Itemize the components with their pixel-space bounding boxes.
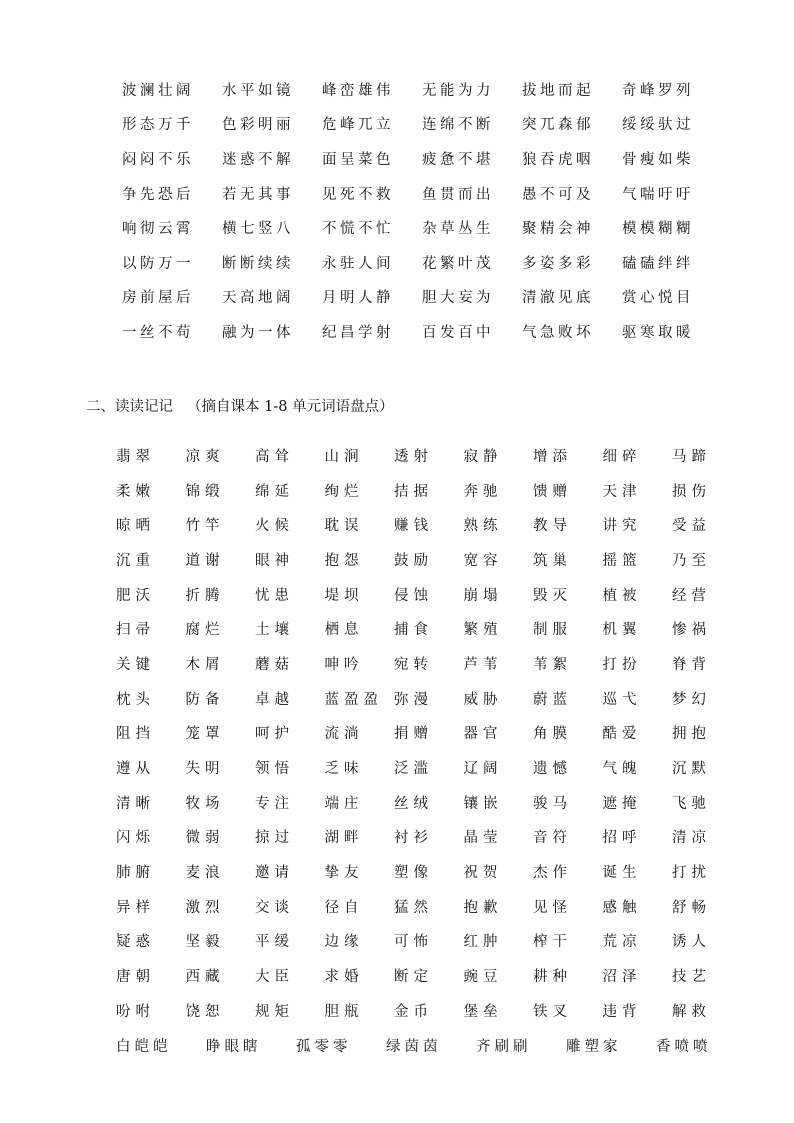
- word: 骏马: [533, 795, 572, 812]
- idiom-row: [122, 280, 722, 315]
- word: 柔嫩: [116, 483, 155, 500]
- word: 捐赠: [394, 726, 433, 743]
- idiom: 波澜壮阔: [122, 82, 194, 99]
- word: 掠过: [255, 830, 294, 847]
- idiom: 突兀森郁: [522, 117, 594, 134]
- word: 损伤: [672, 483, 711, 500]
- word: 酷爱: [602, 726, 642, 743]
- word: 铁叉: [533, 1003, 572, 1020]
- word-row: [116, 577, 756, 612]
- word: 折腾: [185, 587, 225, 604]
- idiom: 杂草丛生: [422, 221, 494, 238]
- word: 宛转: [394, 656, 433, 673]
- idiom: 若无其事: [222, 186, 294, 203]
- word: 器官: [463, 726, 503, 743]
- word: 机翼: [602, 622, 642, 639]
- idiom: 胆大妄为: [422, 290, 494, 307]
- word: 邀请: [255, 865, 294, 882]
- idiom: 断断续续: [222, 255, 294, 272]
- word: 熟练: [463, 518, 503, 535]
- idiom: 磕磕绊绊: [622, 255, 694, 272]
- word: 毁灭: [533, 587, 572, 604]
- word: 领悟: [255, 761, 294, 778]
- word: 弥漫: [394, 691, 433, 708]
- idiom: 愚不可及: [522, 186, 594, 203]
- word: 拥抱: [672, 726, 711, 743]
- idiom-row: [122, 245, 722, 280]
- word: 遵从: [116, 761, 155, 778]
- word: 齐刷刷: [476, 1038, 532, 1055]
- idiom: 融为一体: [222, 324, 294, 341]
- idiom-row: [122, 107, 722, 142]
- word-row: [116, 958, 756, 993]
- word: 边缘: [324, 934, 364, 951]
- word: 沉默: [672, 761, 711, 778]
- word: 宽容: [463, 552, 503, 569]
- word: 孤零零: [296, 1038, 352, 1055]
- word: 蔚蓝: [533, 691, 572, 708]
- idiom: 面呈菜色: [322, 151, 394, 168]
- idiom: 横七竖八: [222, 221, 294, 238]
- word: 求婚: [324, 969, 364, 986]
- idiom-row: [122, 141, 722, 176]
- word: 遮掩: [602, 795, 642, 812]
- word: 绚烂: [324, 483, 364, 500]
- idiom: 百发百中: [422, 324, 494, 341]
- word: 凉爽: [185, 448, 225, 465]
- word: 荒凉: [602, 934, 642, 951]
- word: 挚友: [324, 865, 364, 882]
- word: 摇篮: [602, 552, 642, 569]
- idiom: 水平如镜: [222, 82, 294, 99]
- word: 饶恕: [185, 1003, 225, 1020]
- word: 西藏: [185, 969, 225, 986]
- section-heading: [86, 395, 394, 416]
- word-row: [116, 993, 756, 1028]
- idiom: 响彻云霄: [122, 221, 194, 238]
- word: 晶莹: [463, 830, 503, 847]
- word: 打扮: [602, 656, 642, 673]
- word: 雕塑家: [566, 1038, 622, 1055]
- word: 奔驰: [463, 483, 503, 500]
- idiom: 峰峦雄伟: [322, 82, 394, 99]
- word: 闪烁: [116, 830, 155, 847]
- idiom-grid: [122, 72, 722, 349]
- word: 交谈: [255, 899, 294, 916]
- word: 枕头: [116, 691, 155, 708]
- word: 关键: [116, 656, 155, 673]
- word: 辽阔: [463, 761, 503, 778]
- word: 火候: [255, 518, 294, 535]
- word: 猛然: [394, 899, 433, 916]
- idiom: 天高地阔: [222, 290, 294, 307]
- word: 失明: [185, 761, 225, 778]
- word-row: [116, 542, 756, 577]
- word-row: [116, 820, 756, 855]
- word: 制服: [533, 622, 572, 639]
- word: 睁眼瞎: [206, 1038, 262, 1055]
- idiom-row: [122, 210, 722, 245]
- word: 经营: [672, 587, 711, 604]
- word: 山涧: [324, 448, 364, 465]
- word: 断定: [394, 969, 433, 986]
- word: 红肿: [463, 934, 503, 951]
- idiom: 以防万一: [122, 255, 194, 272]
- word: 受益: [672, 518, 711, 535]
- word: 侵蚀: [394, 587, 433, 604]
- word-row: [116, 854, 756, 889]
- word: 坚毅: [185, 934, 225, 951]
- word: 香喷喷: [656, 1038, 712, 1055]
- word-row: [116, 924, 756, 959]
- word: 微弱: [185, 830, 225, 847]
- word: 筑巢: [533, 552, 572, 569]
- word: 技艺: [672, 969, 711, 986]
- word: 阻挡: [116, 726, 155, 743]
- word: 梦幻: [672, 691, 711, 708]
- word: 巡弋: [602, 691, 642, 708]
- word: 清晰: [116, 795, 155, 812]
- word: 乏味: [324, 761, 364, 778]
- word: 防备: [185, 691, 225, 708]
- word: 栖息: [324, 622, 364, 639]
- idiom-row: [122, 314, 722, 349]
- word: 专注: [255, 795, 294, 812]
- word: 锦缎: [185, 483, 225, 500]
- word-row: [116, 785, 756, 820]
- word: 招呼: [602, 830, 642, 847]
- word: 增添: [533, 448, 572, 465]
- word: 捕食: [394, 622, 433, 639]
- word: 激烈: [185, 899, 225, 916]
- idiom: 连绵不断: [422, 117, 494, 134]
- word-row-triples: [116, 1028, 756, 1063]
- word: 蘑菇: [255, 656, 294, 673]
- word: 耕种: [533, 969, 572, 986]
- word-row: [116, 716, 756, 751]
- word: 抱歉: [463, 899, 503, 916]
- idiom: 色彩明丽: [222, 117, 294, 134]
- idiom: 奇峰罗列: [622, 82, 694, 99]
- word: 竹竿: [185, 518, 225, 535]
- word: 植被: [602, 587, 642, 604]
- word: 径自: [324, 899, 364, 916]
- word: 绵延: [255, 483, 294, 500]
- word: 堤坝: [324, 587, 364, 604]
- word: 气魄: [602, 761, 642, 778]
- section-subtitle: （摘自课本 1-8 单元词语盘点）: [187, 399, 394, 415]
- word: 白皑皑: [116, 1038, 172, 1055]
- idiom: 闷闷不乐: [122, 151, 194, 168]
- word: 丝绒: [394, 795, 433, 812]
- word-row: [116, 750, 756, 785]
- idiom: 聚精会神: [522, 221, 594, 238]
- word: 耽误: [324, 518, 364, 535]
- word: 高耸: [255, 448, 294, 465]
- word-row: [116, 507, 756, 542]
- word: 绿茵茵: [386, 1038, 442, 1055]
- word: 忧患: [255, 587, 294, 604]
- idiom: 一丝不苟: [122, 324, 194, 341]
- word: 土壤: [255, 622, 294, 639]
- word: 晾晒: [116, 518, 155, 535]
- idiom: 永驻人间: [322, 255, 394, 272]
- word: 蓝盈盈: [324, 691, 383, 708]
- word: 遗憾: [533, 761, 572, 778]
- word: 诱人: [672, 934, 711, 951]
- word: 肺腑: [116, 865, 155, 882]
- word: 笼罩: [185, 726, 225, 743]
- word: 感触: [602, 899, 642, 916]
- word-row: [116, 646, 756, 681]
- word: 胆瓶: [324, 1003, 364, 1020]
- word: 乃至: [672, 552, 711, 569]
- idiom: 形态万千: [122, 117, 194, 134]
- word: 讲究: [602, 518, 642, 535]
- word: 繁殖: [463, 622, 503, 639]
- word: 打扰: [672, 865, 711, 882]
- word: 金币: [394, 1003, 433, 1020]
- word: 音符: [533, 830, 572, 847]
- word: 拮据: [394, 483, 433, 500]
- word: 吩咐: [116, 1003, 155, 1020]
- word: 教导: [533, 518, 572, 535]
- word: 见怪: [533, 899, 572, 916]
- idiom: 见死不救: [322, 186, 394, 203]
- idiom: 迷惑不解: [222, 151, 294, 168]
- word: 堡垒: [463, 1003, 503, 1020]
- word: 流淌: [324, 726, 364, 743]
- idiom: 疲惫不堪: [422, 151, 494, 168]
- word: 清凉: [672, 830, 711, 847]
- idiom: 房前屋后: [122, 290, 194, 307]
- word: 大臣: [255, 969, 294, 986]
- word: 扫帚: [116, 622, 155, 639]
- word: 塑像: [394, 865, 433, 882]
- idiom: 模模糊糊: [622, 221, 694, 238]
- word: 端庄: [324, 795, 364, 812]
- word: 细碎: [602, 448, 642, 465]
- word: 赚钱: [394, 518, 433, 535]
- idiom: 危峰兀立: [322, 117, 394, 134]
- word: 芦苇: [463, 656, 503, 673]
- word: 诞生: [602, 865, 642, 882]
- word: 泛滥: [394, 761, 433, 778]
- word: 寂静: [463, 448, 503, 465]
- word: 可怖: [394, 934, 433, 951]
- word: 威胁: [463, 691, 503, 708]
- idiom: 赏心悦目: [622, 290, 694, 307]
- word: 规矩: [255, 1003, 294, 1020]
- word: 麦浪: [185, 865, 225, 882]
- idiom: 无能为力: [422, 82, 494, 99]
- idiom: 纪昌学射: [322, 324, 394, 341]
- word-row: [116, 438, 756, 473]
- word: 舒畅: [672, 899, 711, 916]
- word: 崩塌: [463, 587, 503, 604]
- section-title: 二、读读记记: [86, 399, 173, 415]
- word: 衬衫: [394, 830, 433, 847]
- word: 脊背: [672, 656, 711, 673]
- word: 眼神: [255, 552, 294, 569]
- word: 沉重: [116, 552, 155, 569]
- word: 苇絮: [533, 656, 572, 673]
- idiom: 狼吞虎咽: [522, 151, 594, 168]
- idiom: 花繁叶茂: [422, 255, 494, 272]
- word-row: [116, 889, 756, 924]
- word: 呵护: [255, 726, 294, 743]
- word: 杰作: [533, 865, 572, 882]
- word: 平缓: [255, 934, 294, 951]
- word: 异样: [116, 899, 155, 916]
- idiom: 多姿多彩: [522, 255, 594, 272]
- word: 肥沃: [116, 587, 155, 604]
- idiom: 驱寒取暖: [622, 324, 694, 341]
- word: 沼泽: [602, 969, 642, 986]
- idiom: 拔地而起: [522, 82, 594, 99]
- word: 飞驰: [672, 795, 711, 812]
- idiom: 绥绥驮过: [622, 117, 694, 134]
- word: 角膜: [533, 726, 572, 743]
- word: 祝贺: [463, 865, 503, 882]
- word: 豌豆: [463, 969, 503, 986]
- idiom-row: [122, 176, 722, 211]
- word: 唐朝: [116, 969, 155, 986]
- word: 木屑: [185, 656, 225, 673]
- word: 卓越: [255, 691, 294, 708]
- idiom: 清澈见底: [522, 290, 594, 307]
- word: 呻吟: [324, 656, 364, 673]
- word: 鼓励: [394, 552, 433, 569]
- word: 解救: [672, 1003, 711, 1020]
- idiom: 气急败坏: [522, 324, 594, 341]
- idiom: 骨瘦如柴: [622, 151, 694, 168]
- word: 牧场: [185, 795, 225, 812]
- word: 腐烂: [185, 622, 225, 639]
- idiom: 不慌不忙: [322, 221, 394, 238]
- idiom: 鱼贯而出: [422, 186, 494, 203]
- word-row: [116, 681, 756, 716]
- word: 道谢: [185, 552, 225, 569]
- word: 透射: [394, 448, 433, 465]
- word: 抱怨: [324, 552, 364, 569]
- word: 违背: [602, 1003, 642, 1020]
- idiom: 月明人静: [322, 290, 394, 307]
- word-row: [116, 473, 756, 508]
- word: 榨干: [533, 934, 572, 951]
- word-grid: [116, 438, 756, 1062]
- word: 镶嵌: [463, 795, 503, 812]
- idiom-row: [122, 72, 722, 107]
- word: 马蹄: [672, 448, 711, 465]
- word-row: [116, 611, 756, 646]
- idiom: 气喘吁吁: [622, 186, 694, 203]
- word: 惨祸: [672, 622, 711, 639]
- idiom: 争先恐后: [122, 186, 194, 203]
- word: 翡翠: [116, 448, 155, 465]
- word: 天津: [602, 483, 642, 500]
- word: 馈赠: [533, 483, 572, 500]
- word: 湖畔: [324, 830, 364, 847]
- word: 疑惑: [116, 934, 155, 951]
